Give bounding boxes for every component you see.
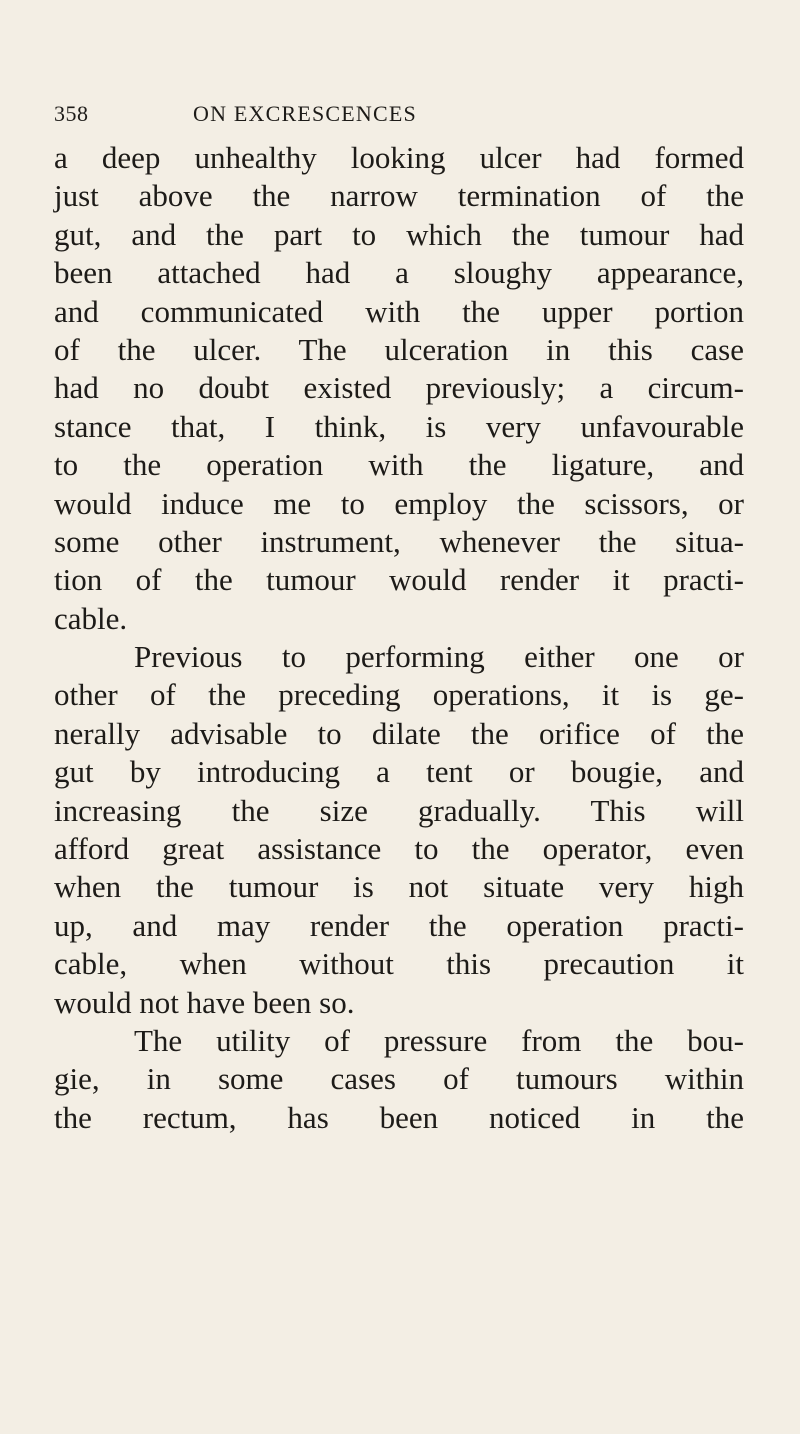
page-number: 358 <box>54 101 89 126</box>
text-line: afford great assistance to the operator, even <box>54 831 744 867</box>
text-line: increasing the size gradually. This will <box>54 792 744 828</box>
text-line: cable, when without this precaution it <box>54 946 744 982</box>
paragraph-end-line: cable. <box>54 600 128 636</box>
text-line: to the operation with the ligature, and <box>54 447 744 483</box>
body-text <box>54 139 744 1137</box>
paragraph-first-line: Previous to performing either one or <box>134 639 744 675</box>
text-line: some other instrument, whenever the situa- <box>54 523 744 559</box>
text-line: been attached had a sloughy appearance, <box>54 255 744 291</box>
text-line: tion of the tumour would render it practi- <box>54 562 744 598</box>
running-title: ON EXCRESCENCES <box>193 101 417 126</box>
text-line: gut by introducing a tent or bougie, and <box>54 754 744 790</box>
text-line: the rectum, has been noticed in the <box>54 1099 744 1135</box>
text-line: other of the preceding operations, it is ge- <box>54 677 744 713</box>
paragraph-end-line: would not have been so. <box>54 984 355 1020</box>
text-line: nerally advisable to dilate the orifice of the <box>54 715 744 751</box>
text-line: and communicated with the upper portion <box>54 293 744 329</box>
text-line: of the ulcer. The ulceration in this case <box>54 331 744 367</box>
running-head <box>0 101 800 137</box>
text-line: stance that, I think, is very unfavourable <box>54 408 744 444</box>
paragraph-first-line: The utility of pressure from the bou- <box>134 1022 744 1058</box>
text-line: gut, and the part to which the tumour had <box>54 216 744 252</box>
text-line: would induce me to employ the scissors, or <box>54 485 744 521</box>
text-line: a deep unhealthy looking ulcer had formed <box>54 140 744 175</box>
text-line: when the tumour is not situate very high <box>54 869 744 905</box>
text-line: just above the narrow termination of the <box>54 178 744 214</box>
text-line: had no doubt existed previously; a circum- <box>54 370 744 406</box>
text-line: up, and may render the operation practi- <box>54 907 744 943</box>
text-line: gie, in some cases of tumours within <box>54 1061 744 1097</box>
